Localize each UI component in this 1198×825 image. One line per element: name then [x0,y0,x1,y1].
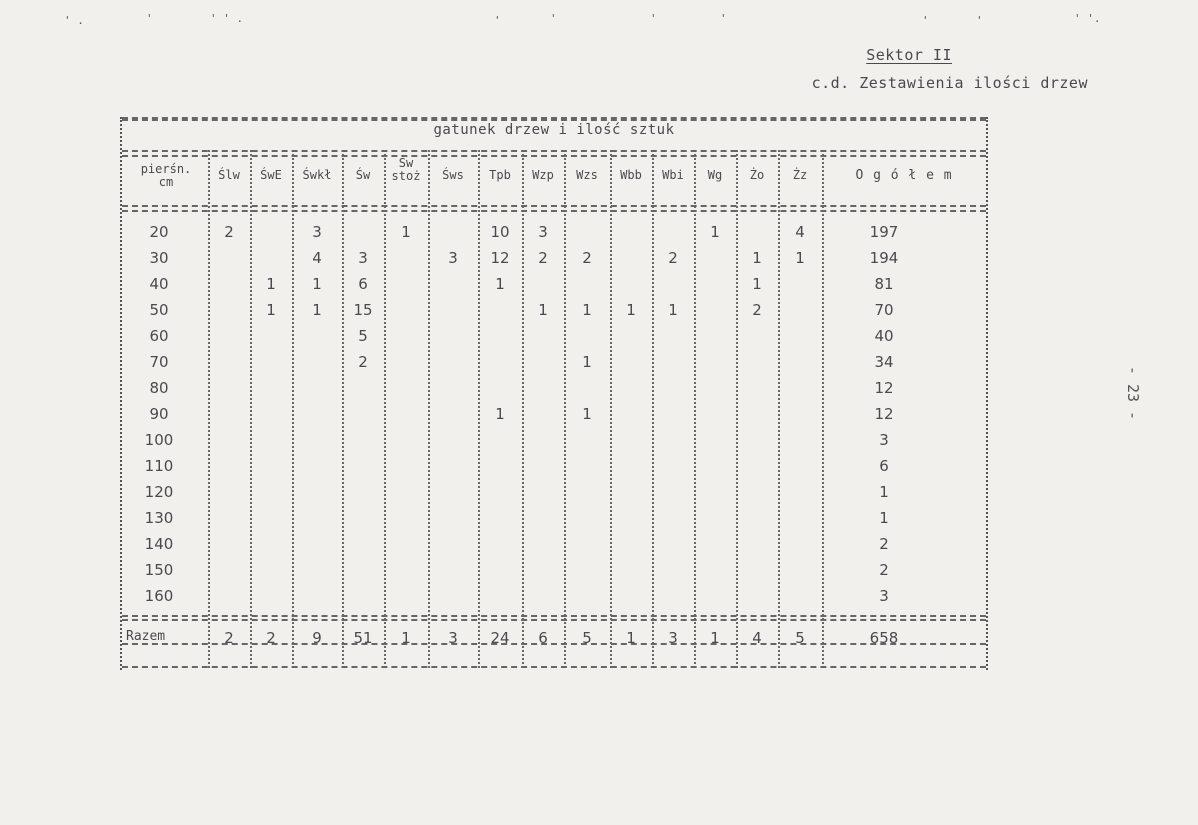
row-diameter: 50 [149,301,169,319]
table-rule [122,119,986,121]
row-total: 12 [874,405,894,423]
row-total: 194 [869,249,899,267]
column-separator [342,150,344,668]
header-species: Wg [707,168,723,182]
header-species: Żz [792,168,808,182]
table-cell: 1 [710,223,720,241]
table-cell: 4 [312,249,322,267]
table-cell: 1 [795,249,805,267]
sum-cell: 1 [626,629,636,647]
tree-count-table [120,117,988,670]
table-cell: 1 [538,301,548,319]
row-diameter: 90 [149,405,169,423]
table-cell: 3 [358,249,368,267]
row-total: 12 [874,379,894,397]
row-diameter: 150 [144,561,174,579]
table-cell: 2 [582,249,592,267]
sum-cell: 9 [312,629,322,647]
row-diameter: 130 [144,509,174,527]
table-cell: 1 [582,353,592,371]
row-diameter: 110 [144,457,174,475]
table-cell: 1 [312,301,322,319]
sum-cell: 4 [752,629,762,647]
row-diameter: 160 [144,587,174,605]
table-cell: 1 [401,223,411,241]
header-species: Św [355,168,371,182]
header-species: Żo [749,168,765,182]
row-diameter: 70 [149,353,169,371]
row-diameter: 20 [149,223,169,241]
column-separator [610,150,612,668]
table-cell: 1 [495,405,505,423]
header-species: Wzs [576,168,598,182]
table-cell: 1 [495,275,505,293]
header-species: Wzp [532,168,554,182]
header-species: Wbi [662,168,684,182]
row-diameter: 120 [144,483,174,501]
table-cell: 1 [266,301,276,319]
row-total: 1 [879,483,889,501]
table-cell: 2 [538,249,548,267]
sum-cell: 1 [710,629,720,647]
sum-cell: 3 [448,629,458,647]
header-diameter: pierśn. cm [140,162,192,189]
row-diameter: 100 [144,431,174,449]
sector-heading: Sektor II [866,46,952,64]
row-total: 40 [874,327,894,345]
row-total: 3 [879,431,889,449]
header-total: O g ó ł e m [855,168,953,183]
table-cell: 2 [668,249,678,267]
row-total: 1 [879,509,889,527]
row-diameter: 60 [149,327,169,345]
sum-cell: 5 [582,629,592,647]
row-total: 3 [879,587,889,605]
row-diameter: 40 [149,275,169,293]
sum-cell: 3 [668,629,678,647]
column-separator [736,150,738,668]
sum-cell: 5 [795,629,805,647]
table-cell: 15 [353,301,373,319]
row-total: 2 [879,535,889,553]
row-total: 70 [874,301,894,319]
sum-cell: 6 [538,629,548,647]
table-cell: 1 [626,301,636,319]
row-total: 81 [874,275,894,293]
table-cell: 1 [312,275,322,293]
table-cell: 1 [582,301,592,319]
row-total: 2 [879,561,889,579]
table-cell: 6 [358,275,368,293]
page-number [1096,350,1143,440]
document-subtitle: c.d. Zestawienia ilości drzew [811,74,1088,92]
table-cell: 1 [752,275,762,293]
table-cell: 12 [490,249,510,267]
header-species: Ślw [218,168,240,182]
header-species: Św stoż [391,156,421,183]
table-title: gatunek drzew i ilość sztuk [433,122,675,138]
table-cell: 5 [358,327,368,345]
sum-cell: 2 [266,629,276,647]
table-cell: 3 [448,249,458,267]
row-total: 197 [869,223,899,241]
table-cell: 3 [538,223,548,241]
row-total: 34 [874,353,894,371]
table-cell: 10 [490,223,510,241]
row-total: 6 [879,457,889,475]
sum-total: 658 [869,629,899,647]
row-diameter: 140 [144,535,174,553]
column-separator [250,150,252,668]
header-species: Wbb [620,168,642,182]
sum-cell: 24 [490,629,510,647]
sum-cell: 1 [401,629,411,647]
table-cell: 1 [668,301,678,319]
header-species: Śwkł [302,168,332,182]
page-number-text: - 23 - [1124,365,1143,421]
table-cell: 1 [266,275,276,293]
header-species: ŚwE [260,168,282,182]
table-cell: 4 [795,223,805,241]
header-species: Tpb [489,168,511,182]
column-separator [428,150,430,668]
row-diameter: 80 [149,379,169,397]
row-diameter: 30 [149,249,169,267]
sum-cell: 2 [224,629,234,647]
column-separator [652,150,654,668]
table-cell: 1 [582,405,592,423]
header-species: Śws [442,168,464,182]
table-cell: 2 [358,353,368,371]
table-cell: 1 [752,249,762,267]
table-cell: 2 [752,301,762,319]
table-cell: 2 [224,223,234,241]
table-cell: 3 [312,223,322,241]
sum-cell: 51 [353,629,373,647]
sum-label: Razem [126,629,166,644]
